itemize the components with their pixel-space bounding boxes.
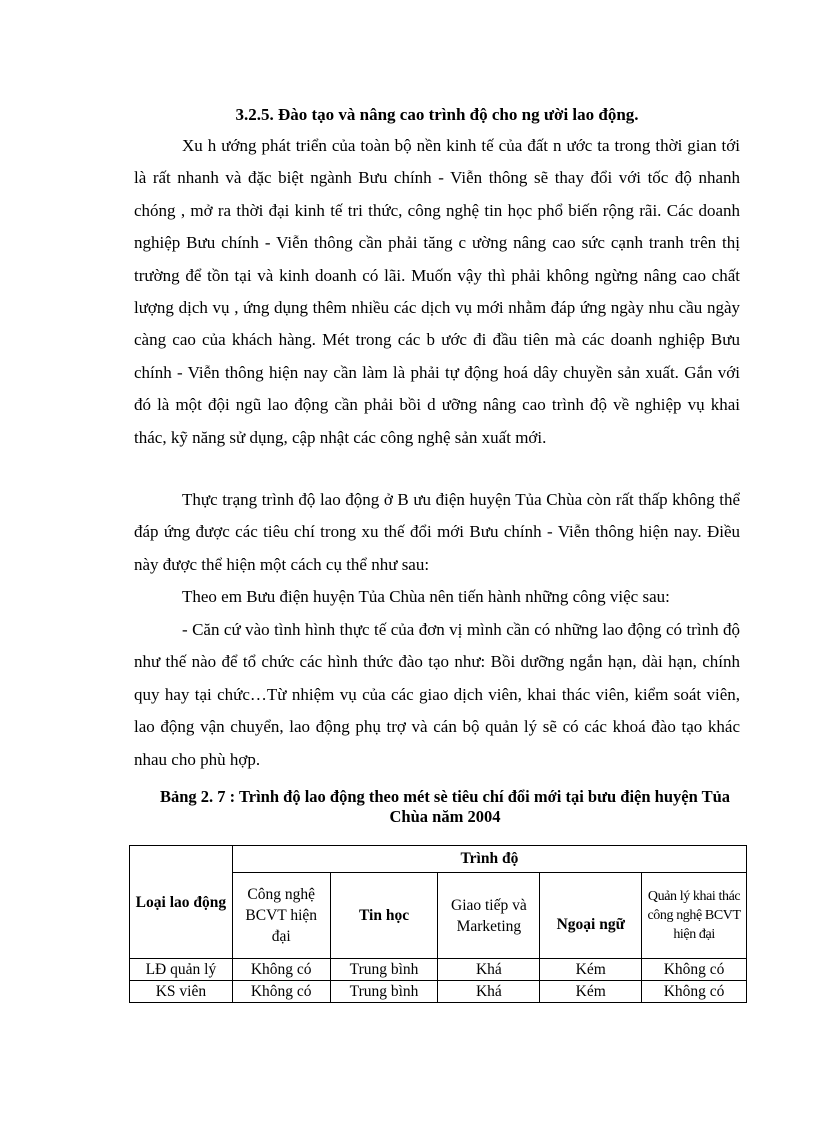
table-cell: Trung bình — [330, 959, 438, 981]
table-cell: Không có — [232, 981, 330, 1003]
qualification-table — [129, 845, 747, 1003]
table-header-row — [130, 846, 747, 873]
table-cell: Khá — [438, 981, 540, 1003]
table-cell: Không có — [232, 959, 330, 981]
header-labor-type: Loại lao động — [130, 846, 233, 959]
paragraph-1: Xu h ướng phát triển của toàn bộ nền kinh tế của đất n ước ta trong thời gian tới là rất nhanh và đặc biệt ngành Bưu chính - Viễn thông sẽ thay đổi với tốc độ nhanh chóng , mở ra thời đại kinh tế tri thức, công nghệ tin học phổ biến rộng rãi. Các doanh nghiệp Bưu chính - Viễn thông cần phải tăng c ường nâng cao sức cạnh tranh trên thị trường để tồn tại và kinh doanh có lãi. Muốn vậy thì phải không ngừng nâng cao chất lượng dịch vụ , ứng dụng thêm nhiều các dịch vụ mới nhằm đáp ứng ngày nhu cầu ngày càng cao của khách hàng. Mét trong các b ước đi đầu tiên mà các doanh nghiệp Bưu chính - Viễn thông hiện nay cần làm là phải tự động hoá dây chuyền sản xuất. Gắn với đó là một đội ngũ lao động cần phải bồi d ưỡng nâng cao trình độ về nghiệp vụ khai thác, kỹ năng sử dụng, cập nhật các công nghệ sản xuất mới. — [134, 136, 740, 447]
table-cell: Không có — [642, 981, 747, 1003]
table-cell: Trung bình — [330, 981, 438, 1003]
table-cell: Kém — [540, 981, 642, 1003]
table-cell: Không có — [642, 959, 747, 981]
table-cell: Kém — [540, 959, 642, 981]
header-foreign-language: Ngoại ngữ — [540, 873, 642, 959]
header-qualification: Trình độ — [232, 846, 746, 873]
paragraph-3: Theo em Bưu điện huyện Tủa Chùa nên tiến hành những công việc sau: — [182, 587, 670, 606]
paragraph-4: - Căn cứ vào tình hình thực tế của đơn vị mình cần có những lao động có trình độ như thế nào để tổ chức các hình thức đào tạo như: Bồi dưỡng ngắn hạn, dài hạn, chính quy hay tại chức…Từ nhiệm vụ của các giao dịch viên, khai thác viên, kiểm soát viên, lao động vận chuyển, lao động phụ trợ và cán bộ quản lý sẽ có các khoá đào tạo khác nhau cho phù hợp. — [134, 620, 740, 769]
table-row — [130, 981, 747, 1003]
row-label: LĐ quản lý — [130, 959, 233, 981]
paragraph-2: Thực trạng trình độ lao động ở B ưu điện huyện Tủa Chùa còn rất thấp không thể đáp ứng được các tiêu chí trong xu thế đổi mới Bưu chính - Viễn thông hiện nay. Điều này được thể hiện một cách cụ thể như sau: — [134, 490, 740, 574]
header-informatics: Tin học — [330, 873, 438, 959]
table-cell: Khá — [438, 959, 540, 981]
table-caption: Bảng 2. 7 : Trình độ lao động theo mét sè tiêu chí đổi mới tại bưu điện huyện Tủa Chùa năm 2004 — [159, 787, 731, 826]
row-label: KS viên — [130, 981, 233, 1003]
header-management-technology: Quản lý khai thác công nghệ BCVT hiện đại — [642, 873, 747, 959]
section-heading: 3.2.5. Đào tạo và nâng cao trình độ cho ng ười lao động. — [235, 105, 639, 124]
table-row — [130, 959, 747, 981]
header-bcvt-technology: Công nghệ BCVT hiện đại — [232, 873, 330, 959]
header-communication-marketing: Giao tiếp và Marketing — [438, 873, 540, 959]
